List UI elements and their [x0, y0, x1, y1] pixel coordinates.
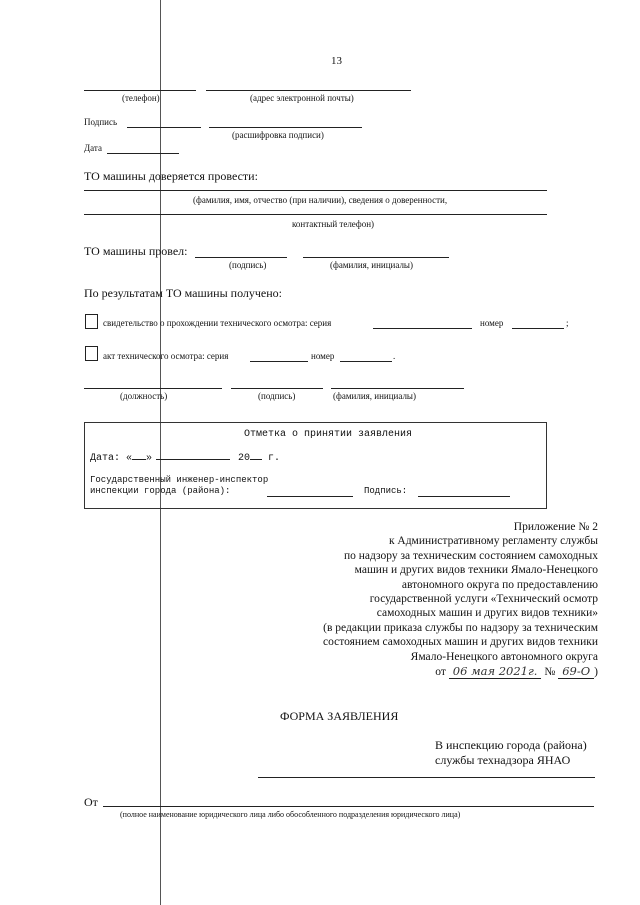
inspector-city-line: [267, 496, 353, 497]
addressee-line1: В инспекцию города (района): [435, 738, 587, 752]
appendix-number-label: №: [544, 666, 556, 679]
acceptance-date-prefix: Дата: «: [90, 453, 133, 464]
certificate-text: свидетельство о прохождении технического осмотра: серия: [103, 318, 332, 328]
certificate-checkbox[interactable]: [85, 314, 98, 329]
to-trust-caption2: контактный телефон): [292, 219, 375, 229]
acceptance-day-blank: [132, 459, 146, 460]
to-done-name-caption: (фамилия, инициалы): [330, 260, 413, 270]
results-heading: По результатам ТО машины получено:: [84, 286, 283, 300]
form-title: ФОРМА ЗАЯВЛЕНИЯ: [280, 709, 399, 723]
acceptance-signature-label: Подпись:: [364, 486, 408, 496]
act-number-label: номер: [311, 351, 335, 361]
from-label: От: [84, 795, 98, 809]
email-caption: (адрес электронной почты): [250, 93, 354, 103]
sig-line: [231, 388, 323, 389]
acceptance-box: [84, 422, 547, 509]
appendix-line: Приложение № 2: [513, 521, 598, 533]
appendix-line: самоходных машин и других видов техники»: [376, 607, 598, 620]
certificate-number-label: номер: [480, 318, 504, 328]
act-series-line: [250, 361, 308, 362]
appendix-line: государственной услуги «Технический осмотр: [369, 593, 598, 606]
appendix-line: к Административному регламенту службы: [388, 535, 598, 548]
appendix-handwritten-date: 06 мая 2021г.: [449, 664, 542, 679]
acceptance-year-suffix: г.: [262, 453, 281, 464]
acceptance-year-text: 20: [238, 453, 251, 464]
email-line: [206, 90, 411, 91]
signature-decode-line: [209, 127, 362, 128]
to-done-signature-line: [195, 257, 287, 258]
from-line: [103, 806, 594, 807]
to-done-label: ТО машины провел:: [84, 244, 188, 258]
acceptance-date-quote-close: »: [146, 453, 153, 464]
date-label: Дата: [84, 143, 102, 153]
acceptance-year-blank: [250, 459, 262, 460]
certificate-number-line: [512, 328, 564, 329]
appendix-line: состоянием самоходных машин и других видов техники: [322, 636, 598, 649]
certificate-end: ;: [566, 318, 569, 328]
act-end: .: [393, 351, 396, 361]
phone-line: [84, 90, 196, 91]
to-trust-line2: [84, 214, 547, 215]
acceptance-title: Отметка о принятии заявления: [244, 429, 413, 440]
to-trust-caption1: (фамилия, имя, отчество (при наличии), сведения о доверенности,: [193, 195, 448, 205]
name-line: [331, 388, 464, 389]
addressee-line: [258, 777, 595, 778]
to-done-name-line: [303, 257, 449, 258]
to-done-signature-caption: (подпись): [229, 260, 267, 270]
page-number: 13: [331, 55, 342, 67]
signature-decode-caption: (расшифровка подписи): [232, 130, 324, 140]
act-number-line: [340, 361, 392, 362]
acceptance-signature-line: [418, 496, 510, 497]
acceptance-date-row: [90, 453, 280, 464]
appendix-line: Ямало-Ненецкого автономного округа: [410, 650, 598, 663]
sig-caption: (подпись): [258, 391, 296, 401]
date-line: [107, 153, 179, 154]
appendix-line: машин и других видов техники Ямало-Ненецкого: [354, 564, 598, 577]
phone-caption: (телефон): [122, 93, 160, 103]
from-caption: (полное наименование юридического лица либо обособленного подразделения юридического лица): [120, 810, 461, 819]
appendix-handwritten-number: 69-О: [558, 664, 594, 679]
acceptance-month-blank: [156, 459, 230, 460]
to-trust-heading: ТО машины доверяется провести:: [84, 169, 258, 183]
addressee-line2: службы технадзора ЯНАО: [435, 753, 571, 767]
appendix-line: по надзору за техническим состоянием самоходных: [343, 549, 598, 562]
act-checkbox[interactable]: [85, 346, 98, 361]
appendix-line: (в редакции приказа службы по надзору за техническим: [323, 621, 598, 634]
inspector-line2: инспекции города (района):: [90, 486, 231, 496]
appendix-line: автономного округа по предоставлению: [401, 578, 598, 591]
signature-label: Подпись: [84, 117, 118, 127]
name-caption: (фамилия, инициалы): [333, 391, 416, 401]
position-line: [84, 388, 222, 389]
position-caption: (должность): [120, 391, 168, 401]
certificate-series-line: [373, 328, 472, 329]
appendix-from-label: от: [435, 666, 446, 679]
appendix-date-line: [258, 664, 598, 679]
signature-line: [127, 127, 201, 128]
appendix-closing: ): [594, 666, 598, 679]
inspector-line1: Государственный инженер-инспектор: [90, 475, 269, 485]
appendix-block: [258, 520, 598, 679]
to-trust-line1: [84, 190, 547, 191]
act-text: акт технического осмотра: серия: [103, 351, 229, 361]
